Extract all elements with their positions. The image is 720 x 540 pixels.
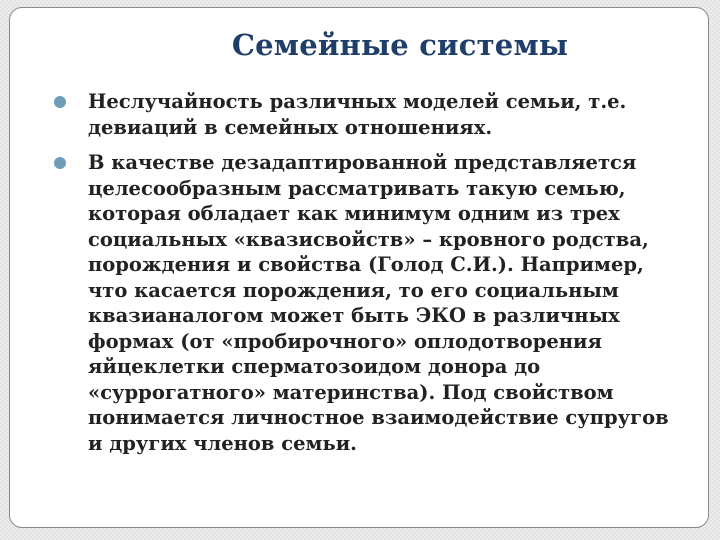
slide-frame — [9, 7, 709, 528]
bullet-text-1: Неслучайность различных моделей семьи, т.е. девиаций в семейных отношениях. — [88, 90, 627, 139]
slide-title: Семейные системы — [231, 28, 569, 62]
bullet-item-1 — [52, 89, 682, 140]
bullet-text-2: В качестве дезадаптированной представляется целесообразным рассматривать такую семью, которая обладает как минимум одним из трех социальных «квазисвойств» – кровного родства, порождения и свойства (Голод С.И.). Например, что касается порождения, то его социальным квазианалогом может быть ЭКО в различных формах (от «пробирочного» оплодотворения яйцеклетки сперматозоидом донора до «суррогатного» материнства). Под свойством понимается личностное взаимодействие супругов и других членов семьи. — [88, 151, 669, 455]
bullet-item-2 — [52, 150, 682, 456]
bullet-dot-icon — [54, 96, 66, 108]
bullet-list — [52, 89, 682, 466]
bullet-dot-icon — [54, 157, 66, 169]
